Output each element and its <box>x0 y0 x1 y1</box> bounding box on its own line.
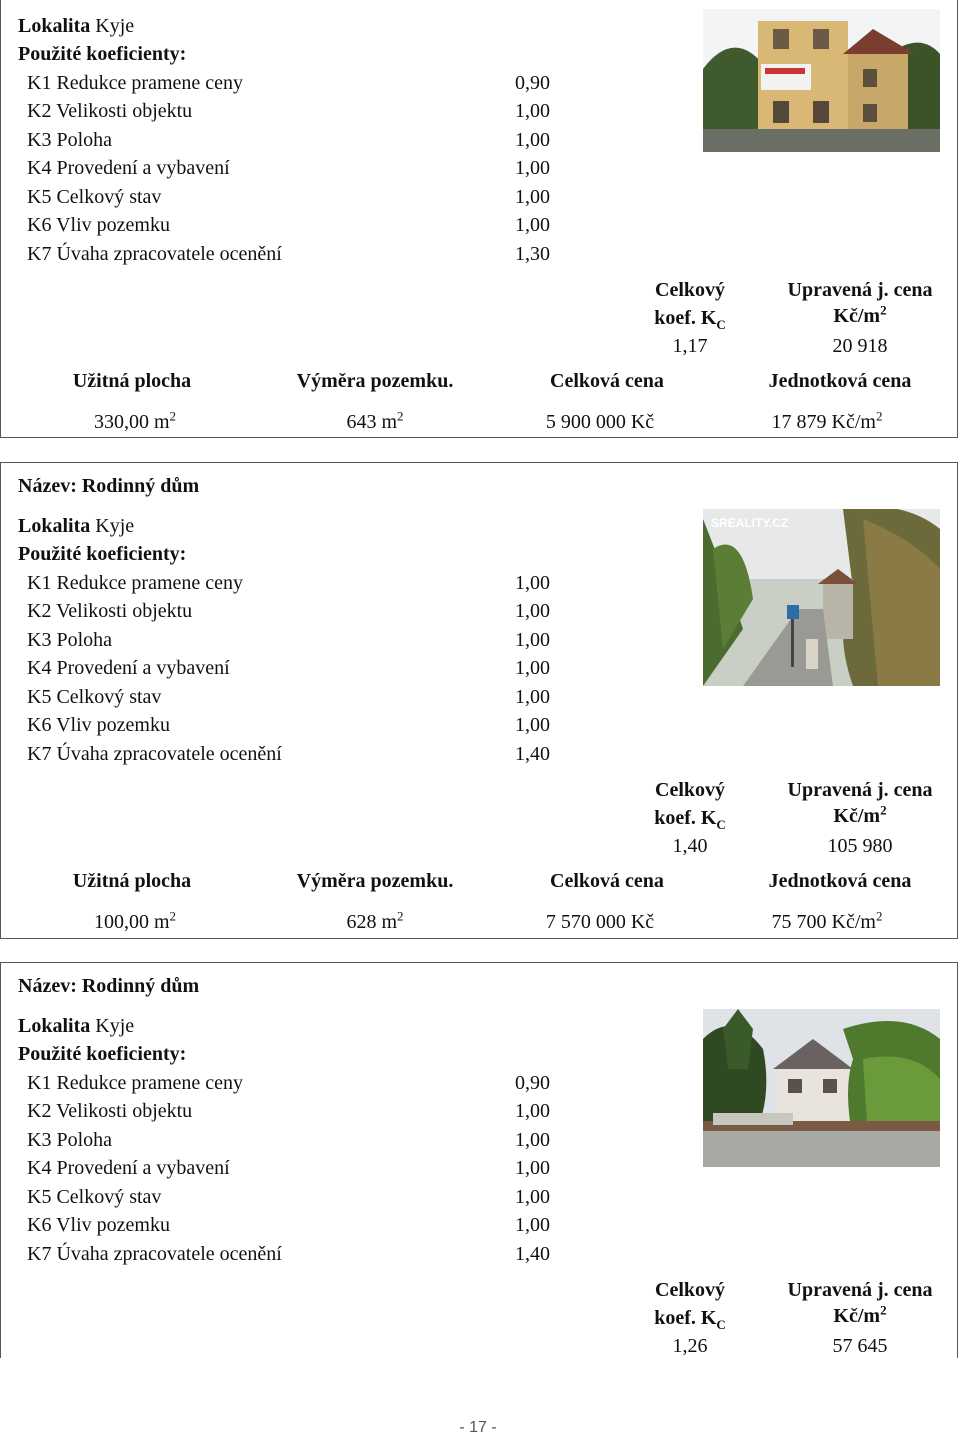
coef-label: K2 Velikosti objektu <box>27 100 193 122</box>
coef-value: 1,00 <box>515 686 550 708</box>
lokalita-line: Lokalita Kyje <box>18 515 135 537</box>
coef-value: 1,00 <box>515 572 550 594</box>
coef-label: K6 Vliv pozemku <box>27 214 170 236</box>
vymera-label: Výměra pozemku. <box>296 870 454 892</box>
coef-label: K4 Provedení a vybavení <box>27 1157 230 1179</box>
celkovy-label: Celkový <box>655 779 725 801</box>
border-top <box>0 462 958 463</box>
coef-label: K2 Velikosti objektu <box>27 600 193 622</box>
coef-value: 1,00 <box>515 214 550 236</box>
coef-value: 1,00 <box>515 600 550 622</box>
celkova-value: 7 570 000 Kč <box>545 911 655 933</box>
coef-value: 1,00 <box>515 1186 550 1208</box>
coef-label: K7 Úvaha zpracovatele ocenění <box>27 243 282 265</box>
coef-value: 1,40 <box>515 1243 550 1265</box>
coef-label: K3 Poloha <box>27 1129 112 1151</box>
coefficients-heading: Použité koeficienty: <box>18 1043 187 1065</box>
vymera-value: 643 $m^2$ <box>346 408 404 433</box>
celkova-value: 5 900 000 Kč <box>545 411 655 433</box>
kc-value: 1,40 <box>672 835 708 857</box>
coef-label: K6 Vliv pozemku <box>27 714 170 736</box>
border-bottom <box>0 938 958 939</box>
kc-value: 1,17 <box>672 335 708 357</box>
coef-value: 0,90 <box>515 1072 550 1094</box>
border-left <box>0 0 1 437</box>
border-left <box>0 462 1 938</box>
koef-kc-label: koef. $K_C$ <box>654 807 726 832</box>
border-top <box>0 962 958 963</box>
vymera-value: 628 $m^2$ <box>346 908 404 933</box>
coef-label: K1 Redukce pramene ceny <box>27 572 244 594</box>
border-left <box>0 962 1 1358</box>
coef-value: 1,00 <box>515 186 550 208</box>
jednotkova-label: Jednotková cena <box>768 870 912 892</box>
uzitna-label: Užitná plocha <box>72 370 192 392</box>
jednotkova-value: 75 700 $Kč/m^2$ <box>771 908 883 933</box>
coef-label: K1 Redukce pramene ceny <box>27 72 244 94</box>
coef-value: 1,00 <box>515 1214 550 1236</box>
coef-label: K7 Úvaha zpracovatele ocenění <box>27 1243 282 1265</box>
coef-label: K3 Poloha <box>27 629 112 651</box>
coef-label: K3 Poloha <box>27 129 112 151</box>
coef-value: 1,00 <box>515 1157 550 1179</box>
jednotkova-value: 17 879 $Kč/m^2$ <box>771 408 883 433</box>
page-number: - 17 - <box>459 1419 497 1436</box>
coef-value: 1,00 <box>515 1100 550 1122</box>
house-photo <box>703 9 940 152</box>
coef-label: K4 Provedení a vybavení <box>27 657 230 679</box>
coef-value: 1,00 <box>515 657 550 679</box>
nazev-line: Název: Rodinný dům <box>18 475 200 497</box>
coef-value: 1,30 <box>515 243 550 265</box>
upravena-value: 105 980 <box>827 835 893 857</box>
nazev-line: Název: Rodinný dům <box>18 975 200 997</box>
coef-label: K2 Velikosti objektu <box>27 1100 193 1122</box>
coef-label: K5 Celkový stav <box>27 186 162 208</box>
house-trees-photo <box>703 1009 940 1167</box>
upravena-label: Upravená j. cena <box>787 1279 933 1301</box>
coef-value: 1,00 <box>515 714 550 736</box>
coef-value: 1,00 <box>515 1129 550 1151</box>
kc-m2-label: $Kč/m^2$ <box>833 802 887 827</box>
coef-label: K6 Vliv pozemku <box>27 1214 170 1236</box>
celkova-label: Celková cena <box>550 870 664 892</box>
coef-value: 1,00 <box>515 100 550 122</box>
celkova-label: Celková cena <box>550 370 664 392</box>
border-right <box>957 0 958 437</box>
uzitna-value: 100,00 $m^2$ <box>93 908 177 933</box>
coef-label: K4 Provedení a vybavení <box>27 157 230 179</box>
border-right <box>957 462 958 938</box>
coef-label: K5 Celkový stav <box>27 686 162 708</box>
kc-value: 1,26 <box>672 1335 708 1357</box>
lokalita-label: Lokalita <box>18 15 91 37</box>
coef-label: K1 Redukce pramene ceny <box>27 1072 244 1094</box>
celkovy-label: Celkový <box>655 1279 725 1301</box>
sreality-watermark: SREALITY.CZ <box>711 516 789 530</box>
upravena-value: 20 918 <box>832 335 888 357</box>
coef-value: 1,40 <box>515 743 550 765</box>
koef-kc-label: koef. $K_C$ <box>654 1307 726 1332</box>
upravena-value: 57 645 <box>832 1335 888 1357</box>
kc-m2-label: $Kč/m^2$ <box>833 1302 887 1327</box>
coef-value: 1,00 <box>515 629 550 651</box>
border-bottom <box>0 437 958 438</box>
coef-value: 0,90 <box>515 72 550 94</box>
coefficients-heading: Použité koeficienty: <box>18 543 187 565</box>
border-right <box>957 962 958 1358</box>
street-photo <box>703 509 940 686</box>
celkovy-label: Celkový <box>655 279 725 301</box>
coefficients-heading: Použité koeficienty: <box>18 43 187 65</box>
lokalita-line: Lokalita Kyje <box>18 1015 135 1037</box>
lokalita-line <box>18 16 134 36</box>
uzitna-label: Užitná plocha <box>72 870 192 892</box>
lokalita-value: Kyje <box>95 15 135 37</box>
jednotkova-label: Jednotková cena <box>768 370 912 392</box>
upravena-label: Upravená j. cena <box>787 779 933 801</box>
koef-kc-label: koef. $K_C$ <box>654 307 726 332</box>
vymera-label: Výměra pozemku. <box>296 370 454 392</box>
coef-value: 1,00 <box>515 129 550 151</box>
coef-label: K7 Úvaha zpracovatele ocenění <box>27 743 282 765</box>
coef-label: K5 Celkový stav <box>27 1186 162 1208</box>
kc-m2-label: $Kč/m^2$ <box>833 302 887 327</box>
uzitna-value: 330,00 $m^2$ <box>93 408 177 433</box>
upravena-label: Upravená j. cena <box>787 279 933 301</box>
coef-value: 1,00 <box>515 157 550 179</box>
